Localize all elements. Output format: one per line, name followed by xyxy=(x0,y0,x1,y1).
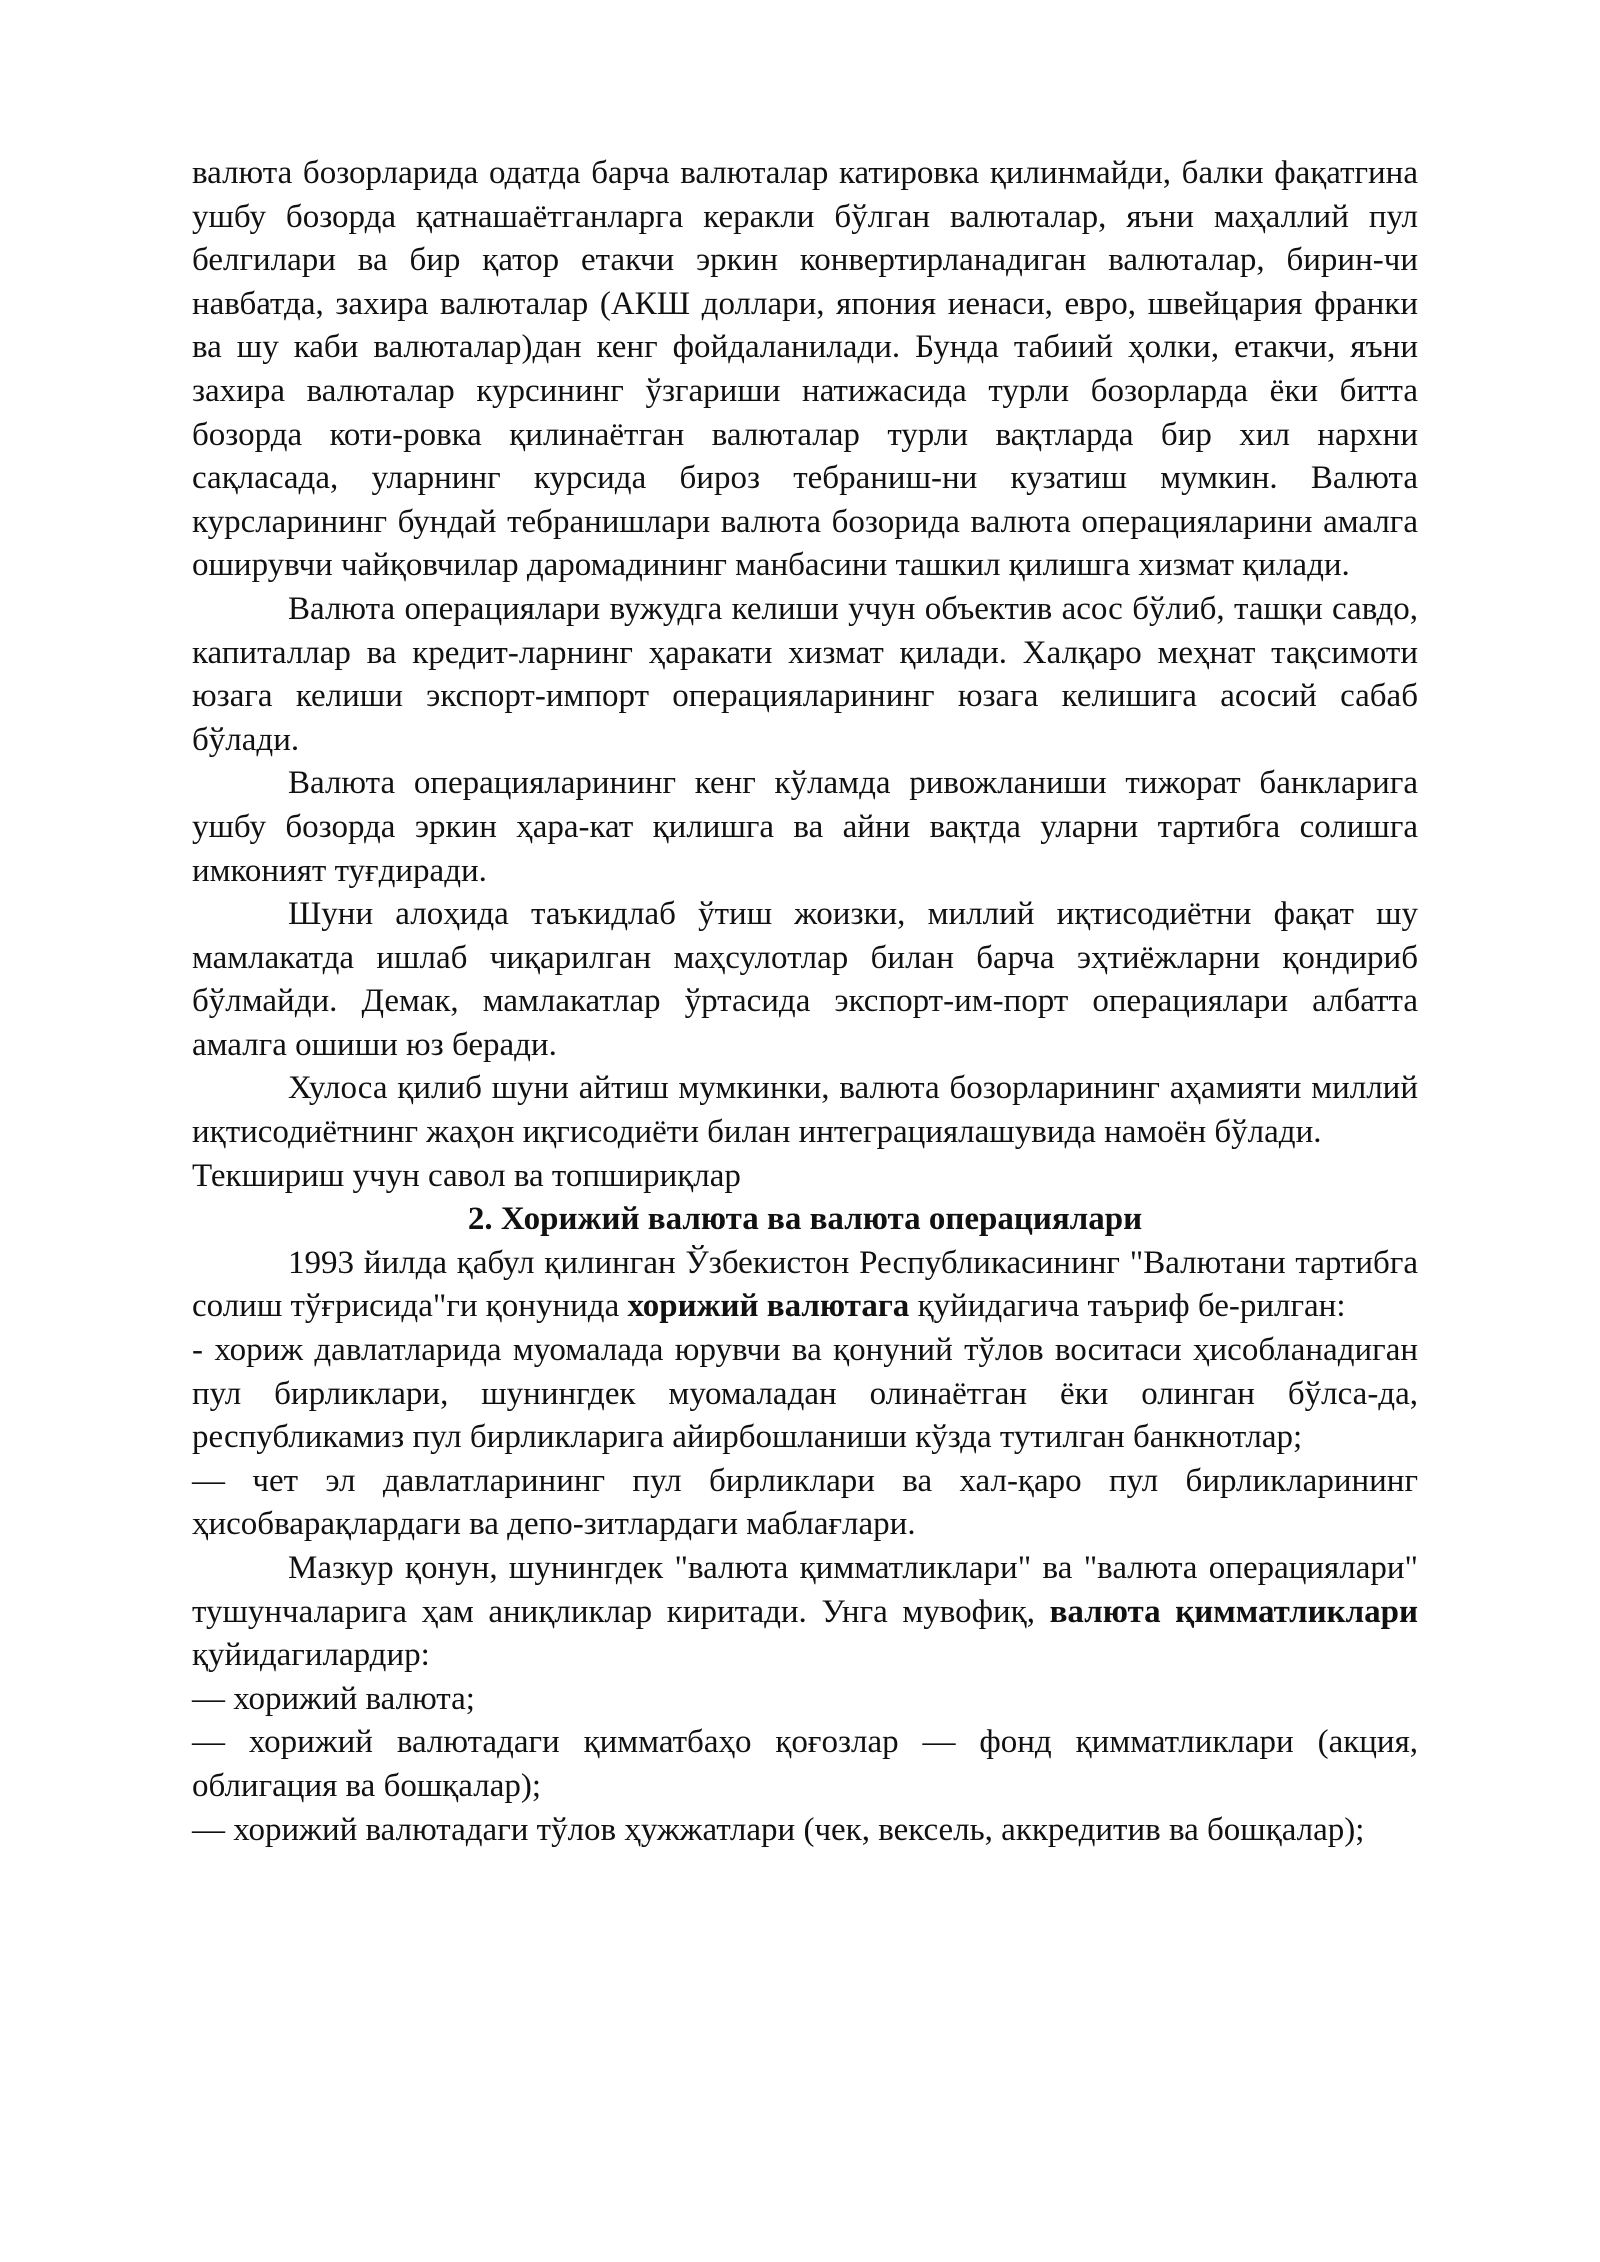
paragraph-3: Валюта операцияларининг кенг кўламда ривожланиши тижорат банкларига ушбу бозорда эркин ҳара-кат қилишга ва айни вақтда уларни тартибга солишга имконият туғдиради. xyxy=(192,765,1418,889)
definition-item-1: - хориж давлатларида муомалада юрувчи ва қонуний тўлов воситаси ҳисобланадиган пул бирликлари, шунингдек муомаладан олинаётган ёки олинган бўлса-да, республикамиз пул бирликларига айирбошланиши кўзда тутилган банкнотлар; xyxy=(192,1332,1418,1456)
paragraph-1: валюта бозорларида одатда барча валюталар катировка қилинмайди, балки фақатгина ушбу бозорда қатнашаётганларга керакли бўлган валюталар, яъни маҳаллий пул белгилари ва бир қатор етакчи эркин конвертирланадиган валюталар, бирин-чи навбатда, захира валюталар (АКШ доллари, япония иенаси, евро, швейцария франки ва шу каби валюталар)дан кенг фойдаланилади. Бунда табиий ҳолки, етакчи, яъни захира валюталар курсининг ўзгариши натижасида турли бозорларда ёки битта бозорда коти-ровка қилинаётган валюталар турли вақтларда бир хил нархни сақласада, уларнинг курсида бироз тебраниш-ни кузатиш мумкин. Валюта курсларининг бундай тебранишлари валюта бозорида валюта операцияларини амалга оширувчи чайқовчилар даромадининг манбасини ташкил қилишга хизмат қилади. xyxy=(192,155,1418,584)
list-item-3: — хорижий валютадаги тўлов ҳужжатлари (чек, вексель, аккредитив ва бошқалар); xyxy=(192,1811,1365,1848)
paragraph-6 xyxy=(192,1242,1418,1329)
paragraph-9 xyxy=(192,1547,1418,1678)
paragraph-4: Шуни алоҳида таъкидлаб ўтиш жоизки, миллий иқтисодиётни фақат шу мамлакатда ишлаб чиқарилган маҳсулотлар билан барча эҳтиёжларни қондириб бўлмайди. Демак, мамлакатлар ўртасида экспорт-им-порт операциялари албатта амалга ошиши юз беради. xyxy=(192,896,1418,1063)
review-questions-line: Текшириш учун савол ва топшириқлар xyxy=(192,1157,741,1194)
document-page xyxy=(192,152,1418,1852)
paragraph-6-text-b: қуйидагича таъриф бе-рилган: xyxy=(909,1288,1346,1325)
paragraph-9-bold-term: валюта қимматликлари xyxy=(1049,1593,1418,1630)
definition-item-2: — чет эл давлатларининг пул бирликлари ва хал-қаро пул бирликларининг ҳисобварақлардаги ва депо-зитлардаги маблағлари. xyxy=(192,1462,1418,1543)
section-heading: 2. Хорижий валюта ва валюта операциялари xyxy=(467,1201,1143,1238)
paragraph-6-text-a: 1993 йилда қабул қилинган Ўзбекистон Республикасининг "Валютани тартибга солиш тўғрисида"ги қонунида xyxy=(192,1244,1418,1325)
paragraph-5: Хулоса қилиб шуни айтиш мумкинки, валюта бозорларининг аҳамияти миллий иқтисодиётнинг жаҳон иқгисодиёти билан интеграциялашувида намоён бўлади. xyxy=(192,1070,1418,1151)
list-item-1: — хорижий валюта; xyxy=(192,1680,475,1717)
paragraph-9-text-b: қуйидагилардир: xyxy=(192,1637,430,1674)
paragraph-6-bold-term: хорижий валютага xyxy=(627,1288,910,1325)
paragraph-9-text-a: Мазкур қонун, шунингдек "валюта қимматликлари" ва "валюта операциялари" тушунчаларига ҳам аниқликлар киритади. Унга мувофиқ, xyxy=(192,1550,1418,1630)
paragraph-2: Валюта операциялари вужудга келиши учун объектив асос бўлиб, ташқи савдо, капиталлар ва кредит-ларнинг ҳаракати хизмат қилади. Халқаро меҳнат тақсимоти юзага келиши экспорт-импорт операцияларининг юзага келишига асосий сабаб бўлади. xyxy=(192,590,1418,758)
list-item-2: — хорижий валютадаги қимматбаҳо қоғозлар — фонд қимматликлари (акция, облигация ва бошқалар); xyxy=(192,1724,1418,1804)
